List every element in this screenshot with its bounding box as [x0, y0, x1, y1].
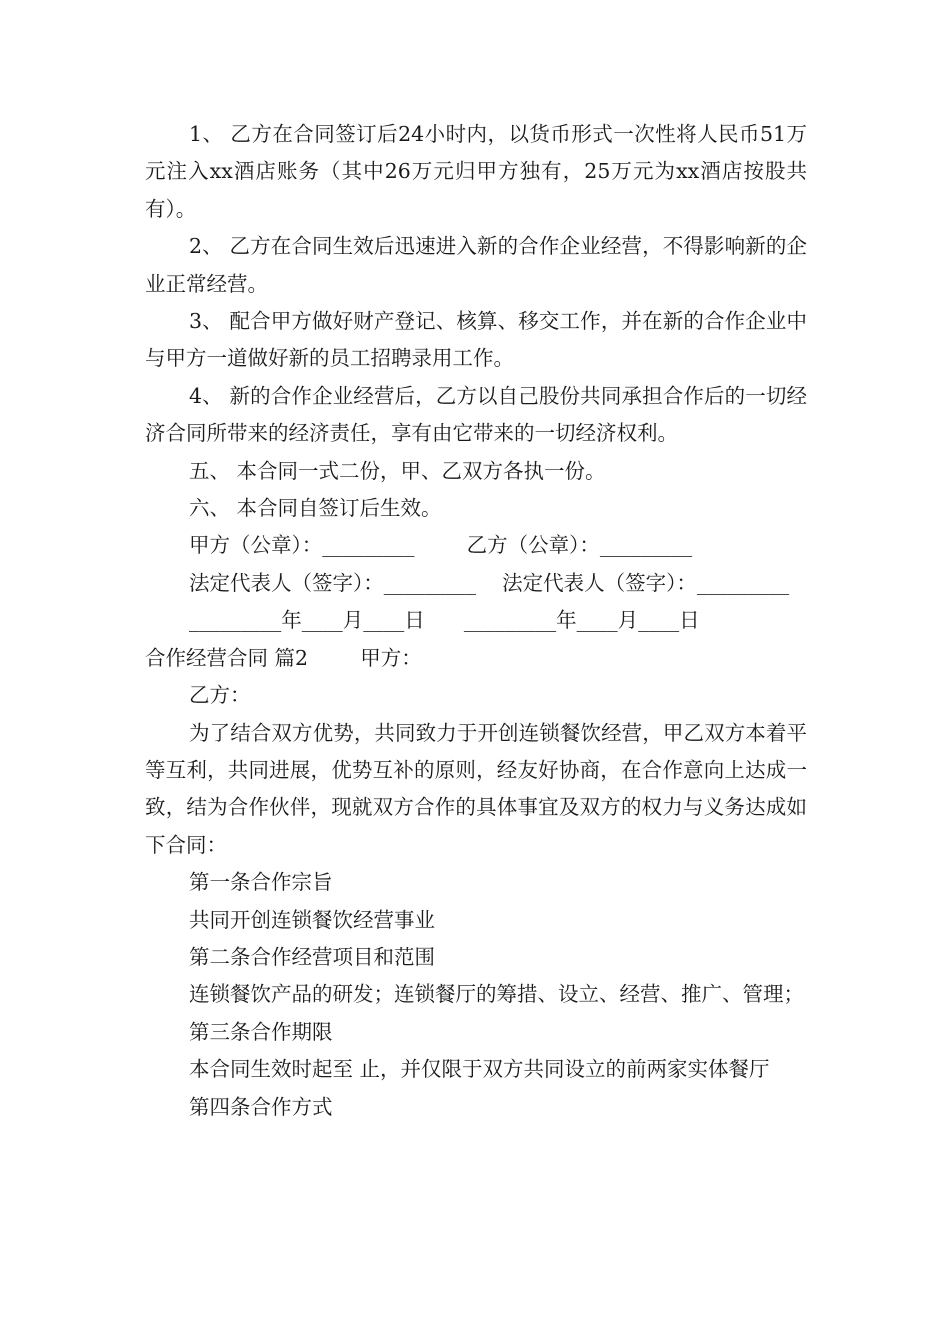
article-1-body: 共同开创连锁餐饮经营事业	[189, 907, 435, 932]
clause-3-paragraph: 3、 配合甲方做好财产登记、核算、移交工作，并在新的合作企业中与甲方一道做好新的员工招聘录用工作。	[145, 309, 807, 371]
article-3-body: 本合同生效时起至 止，并仅限于双方共同设立的前两家实体餐厅	[189, 1057, 770, 1082]
party-seal-line: 甲方（公章）：_________ 乙方（公章）：_________	[189, 533, 693, 558]
article-3-title: 第三条合作期限	[189, 1019, 333, 1044]
article-2-body: 连锁餐饮产品的研发；连锁餐厅的筹措、设立、经营、推广、管理；	[189, 982, 804, 1007]
document-body	[145, 116, 807, 1126]
article-6-paragraph: 六、 本合同自签订后生效。	[189, 496, 442, 521]
date-line: _________年____月____日 _________年____月____日	[189, 608, 700, 633]
article-1-title: 第一条合作宗旨	[189, 870, 333, 895]
clause-4-paragraph: 4、 新的合作企业经营后，乙方以自己股份共同承担合作后的一切经济合同所带来的经济责任，享有由它带来的一切经济权利。	[145, 383, 807, 446]
article-2-title: 第二条合作经营项目和范围	[189, 944, 435, 969]
clause-1-paragraph: 1、 乙方在合同签订后24小时内，以货币形式一次性将人民币51万元注入xx酒店账务（其中26万元归甲方独有，25万元为xx酒店按股共有）。	[145, 122, 807, 221]
party-b-line: 乙方：	[189, 683, 251, 708]
representative-signature-line: 法定代表人（签字）：_________ 法定代表人（签字）：_________	[189, 570, 790, 595]
article-5-paragraph: 五、 本合同一式二份，甲、乙双方各执一份。	[189, 458, 606, 483]
clause-2-paragraph: 2、 乙方在合同生效后迅速进入新的合作企业经营，不得影响新的企业正常经营。	[145, 234, 807, 296]
preamble-paragraph: 为了结合双方优势，共同致力于开创连锁餐饮经营，甲乙双方本着平等互利，共同进展，优势互补的原则，经友好协商，在合作意向上达成一致，结为合作伙伴，现就双方合作的具体事宜及双方的权力与义务达成如下合同：	[145, 720, 807, 857]
article-4-title: 第四条合作方式	[189, 1094, 333, 1119]
contract-2-heading: 合作经营合同 篇2 甲方：	[145, 645, 422, 670]
